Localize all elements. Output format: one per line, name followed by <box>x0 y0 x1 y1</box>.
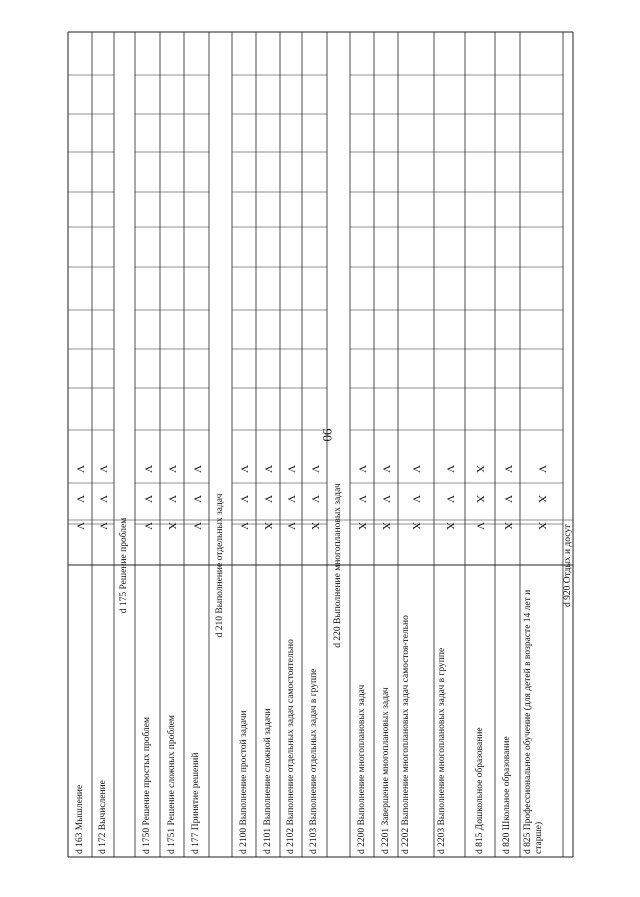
check-mark: V <box>166 495 178 503</box>
cross-mark: X <box>535 495 548 503</box>
check-mark: V <box>190 522 203 530</box>
cross-mark: X <box>535 522 548 530</box>
check-mark: V <box>238 465 250 473</box>
check-mark: V <box>262 465 274 473</box>
check-mark: V <box>410 495 422 503</box>
section-heading: d 220 Выполнение многоплановых задач <box>333 483 343 648</box>
check-mark: V <box>443 465 456 473</box>
page-number: 90 <box>320 428 335 442</box>
check-mark: V <box>238 522 250 530</box>
row-label: d 2201 Завершение многоплановых задач <box>380 687 391 854</box>
check-mark: V <box>285 522 297 530</box>
cross-mark: X <box>501 522 514 530</box>
check-mark: V <box>501 495 514 503</box>
check-mark: V <box>97 495 109 503</box>
check-mark: V <box>97 522 109 530</box>
cross-mark: X <box>474 465 486 473</box>
check-mark: V <box>141 495 154 503</box>
check-mark: V <box>141 465 154 473</box>
check-mark: V <box>238 495 250 503</box>
check-mark: V <box>166 465 178 473</box>
cross-mark: X <box>166 522 178 530</box>
check-mark: V <box>285 465 297 473</box>
row-label: d 825 Профессиональное обучение (для детей в возрасте 14 лет и старше) <box>523 589 544 854</box>
check-mark: V <box>74 495 86 503</box>
check-mark: V <box>308 495 321 503</box>
cross-mark: X <box>262 522 274 530</box>
row-label: d 2102 Выполнение отдельных задач самостоятельно <box>285 639 296 854</box>
check-mark: V <box>285 495 297 503</box>
check-mark: V <box>474 522 486 530</box>
row-label: d 2203 Выполнение многоплановых задач в группе <box>437 647 447 854</box>
cross-mark: X <box>410 522 422 530</box>
check-mark: V <box>190 465 203 473</box>
cross-mark: X <box>380 522 392 530</box>
check-mark: V <box>443 495 456 503</box>
section-heading: d 175 Решение проблем <box>119 517 129 614</box>
row-label: d 163 Мышление <box>74 784 85 854</box>
row-label: d 2100 Выполнение простой задачи <box>238 710 249 854</box>
row-label: d 820 Школьное образование <box>502 736 512 854</box>
check-mark: V <box>535 465 548 473</box>
check-mark: V <box>356 465 368 473</box>
check-mark: V <box>380 495 392 503</box>
check-mark: V <box>97 465 109 473</box>
check-mark: V <box>262 495 274 503</box>
check-mark: V <box>190 495 203 503</box>
check-mark: V <box>74 522 86 530</box>
check-mark: V <box>141 522 154 530</box>
row-label: d 2103 Выполнение отдельных задач в группе <box>309 668 319 854</box>
check-mark: V <box>501 465 514 473</box>
check-mark: V <box>74 465 86 473</box>
row-label: d 2202 Выполнение многоплановых задач самостоя-тельно <box>401 615 411 854</box>
row-label: d 177 Принятие решений <box>191 752 201 854</box>
row-label: d 1751 Решение сложных проблем <box>166 715 177 854</box>
check-mark: V <box>308 465 321 473</box>
check-mark: V <box>380 465 392 473</box>
check-mark: V <box>356 495 368 503</box>
cross-mark: X <box>308 522 321 530</box>
row-label: d 1750 Решение простых проблем <box>142 716 152 854</box>
cross-mark: X <box>356 522 368 530</box>
section-heading: d 920 Отдых и досуг <box>562 524 573 607</box>
section-heading: d 210 Выполнение отдельных задач <box>215 493 225 638</box>
row-label: d 172 Вычисление <box>97 780 108 854</box>
row-label: d 2101 Выполнение сложной задачи <box>262 708 273 854</box>
row-label: d 815 Дошкольное образование <box>474 727 485 854</box>
cross-mark: X <box>474 495 486 503</box>
row-label: d 2200 Выполнение многоплановых задач <box>356 684 367 854</box>
cross-mark: X <box>443 522 456 530</box>
check-mark: V <box>410 465 422 473</box>
